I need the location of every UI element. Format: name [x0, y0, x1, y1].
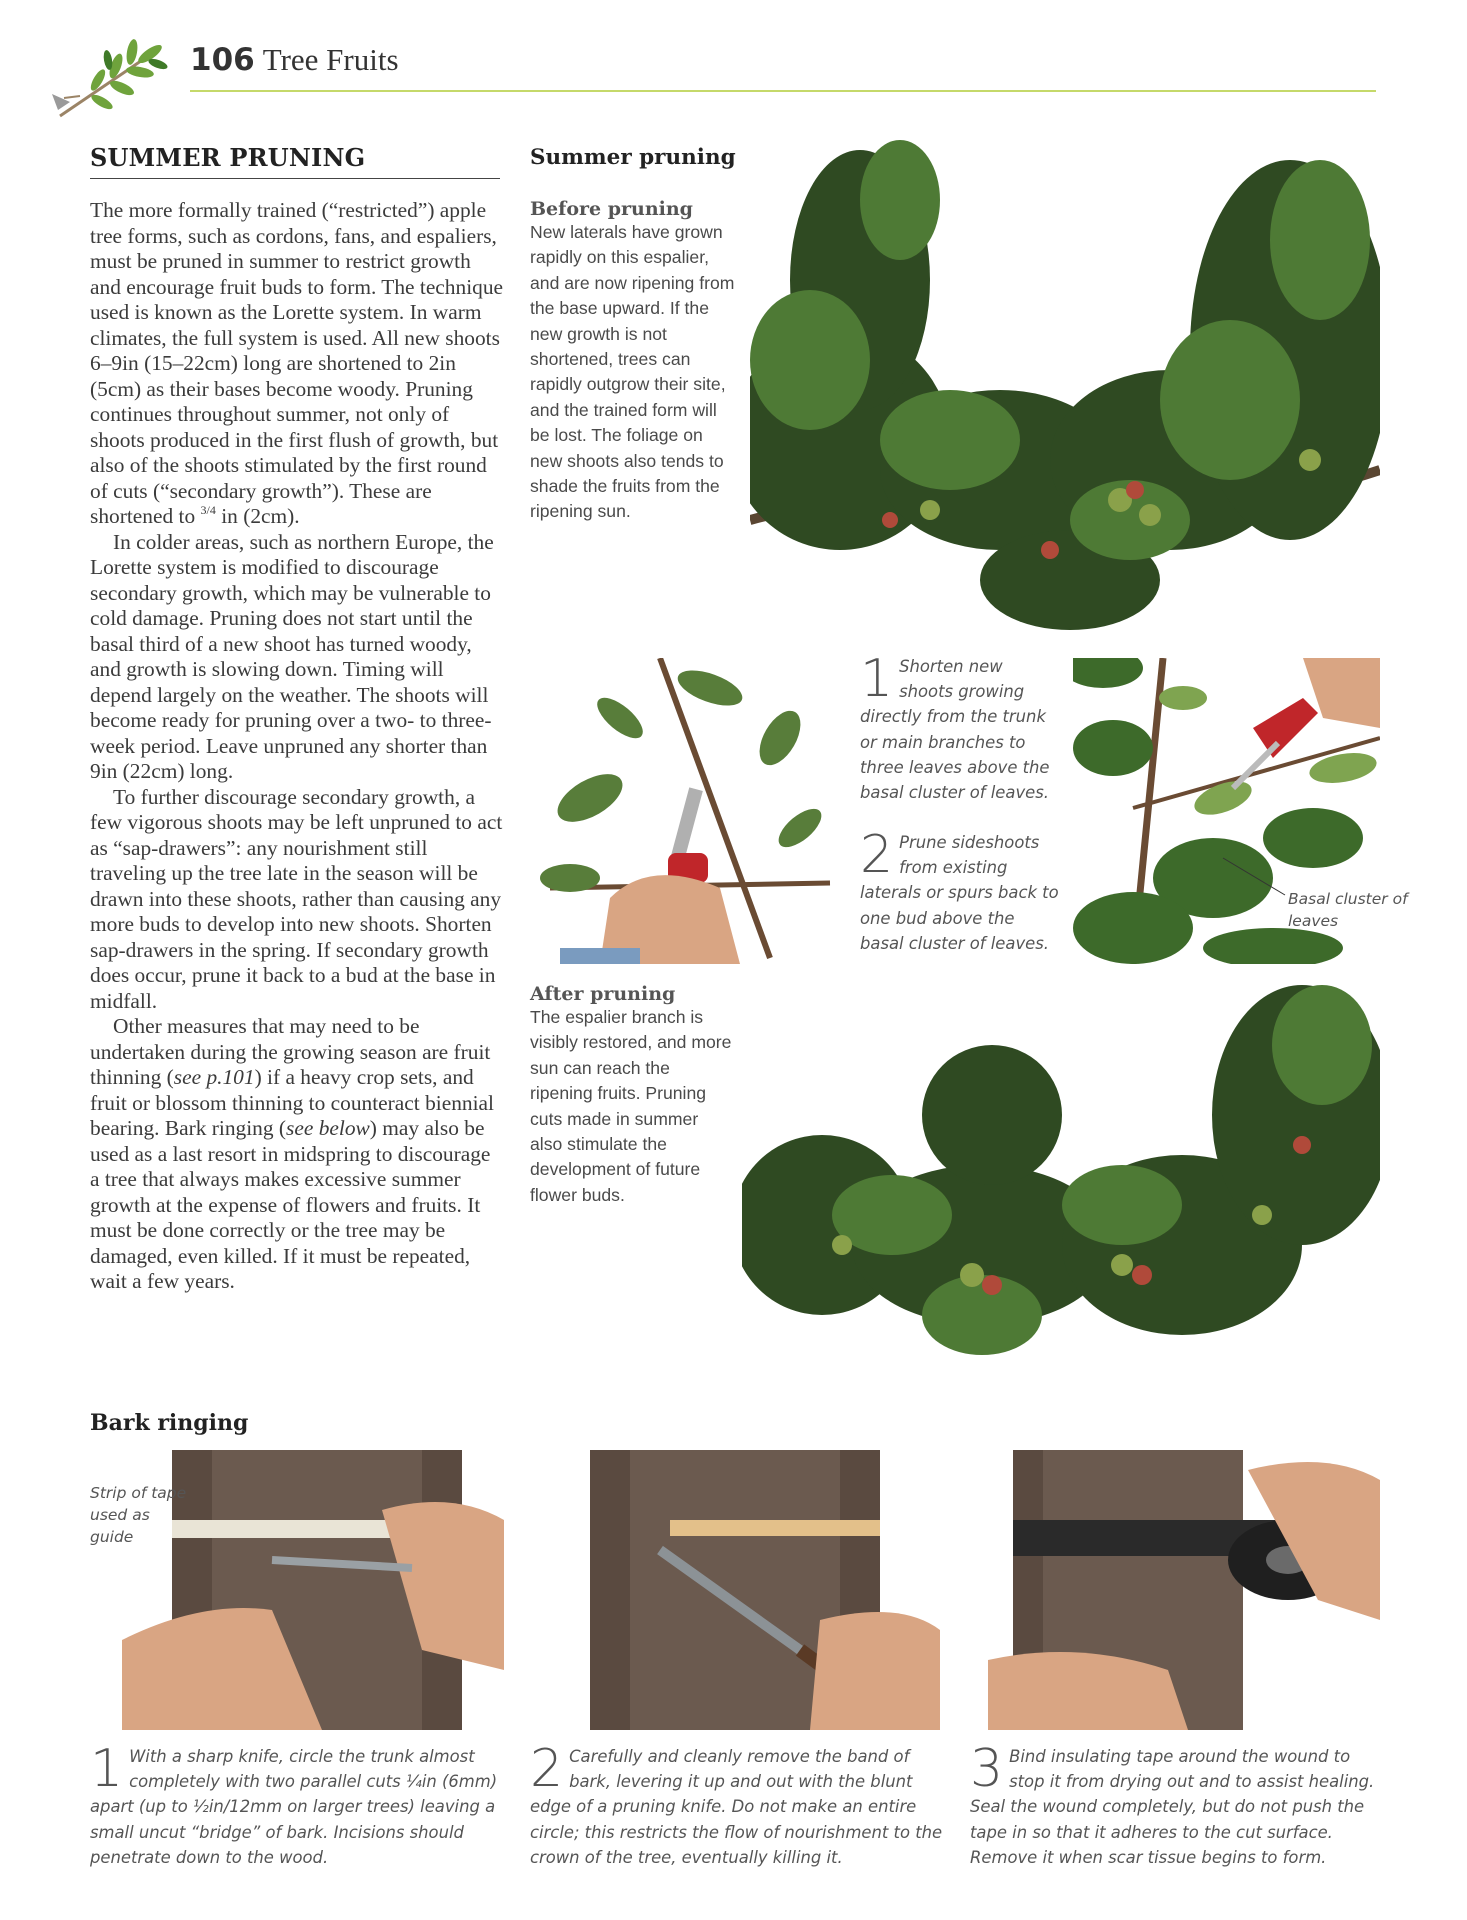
bark-step1-text: With a sharp knife, circle the trunk almost completely with two parallel cuts ¼in (6mm) apart (up to ½in/12mm on larger trees) leaving a small uncut “bridge” of bark. Incisions should penetrate down to the wood.	[90, 1747, 498, 1867]
after-pruning-title: After pruning	[530, 983, 676, 1005]
main-heading: SUMMER PRUNING	[90, 143, 366, 172]
bark-step2-caption	[530, 1739, 950, 1870]
basal-cluster-label: Basal cluster of leaves	[1288, 890, 1408, 930]
after-pruning-caption	[530, 983, 735, 1208]
page-number: 106	[190, 42, 255, 78]
step1-caption	[860, 649, 1060, 805]
paragraph-3: To further discourage secondary growth, a few vigorous shoots may be left unpruned to act as “sap-drawers”: any nourishment still traveling up the tree late in the season will be drawn into these shoots, rather than causing any more buds to develop into new shoots. Shorten sap-drawers in the spring. If secondary growth does occur, prune it back to a bud at the base in midfall.	[90, 784, 503, 1013]
step-number: 1	[90, 1739, 124, 1799]
bark-step3-photo	[988, 1450, 1380, 1730]
summer-pruning-subheading: Summer pruning	[530, 145, 736, 170]
header-rule	[190, 90, 1376, 92]
before-pruning-text: New laterals have grown rapidly on this espalier, and are now ripening from the base upward. If the new growth is not shortened, trees can rapidly outgrow their site, and the trained form will be lost. The foliage on new shoots also tends to shade the fruits from the ripening sun.	[530, 222, 735, 522]
cross-reference-link[interactable]: see p.101	[173, 1065, 255, 1089]
step-number: 2	[530, 1739, 564, 1799]
paragraph-4-b: ) if a heavy crop sets, and fruit or blossom thinning to counteract biennial bearing. Bark ringing (	[90, 1065, 494, 1140]
bark-step1-caption	[90, 1739, 505, 1870]
step2-text: Prune sideshoots from existing laterals or spurs back to one bud above the basal cluster of leaves.	[860, 833, 1059, 953]
step-number: 2	[860, 825, 894, 885]
main-article	[90, 198, 505, 1295]
paragraph-1-end: in (2cm).	[215, 504, 300, 528]
page-header	[190, 42, 399, 78]
bark-step3-caption	[970, 1739, 1380, 1870]
bark-step2-photo	[570, 1450, 940, 1730]
paragraph-4	[90, 1014, 505, 1295]
espalier-after-photo	[742, 985, 1380, 1395]
espalier-before-photo	[750, 140, 1380, 640]
bark-step3-text: Bind insulating tape around the wound to stop it from drying out and to assist healing. Seal the wound completely, but do not push the tape in so that it adheres to the cut surface. Remove it when scar tissue begins to form.	[970, 1747, 1375, 1867]
step-number: 1	[860, 649, 894, 709]
fraction: 3/4	[200, 503, 216, 517]
step2-caption	[860, 825, 1060, 956]
shorten-shoots-photo	[530, 658, 840, 964]
paragraph-4-a: Other measures that may need to be undertaken during the growing season are fruit thinning (	[90, 1014, 491, 1089]
step1-text: Shorten new shoots growing directly from the trunk or main branches to three leaves above the basal cluster of leaves.	[860, 657, 1050, 803]
tape-strip-label: Strip of tape used as guide	[90, 1484, 187, 1546]
paragraph-1-text: The more formally trained (“restricted”) apple tree forms, such as cordons, fans, and espaliers, must be pruned in summer to restrict growth and encourage fruit buds to form. The technique used is known as the Lorette system. In warm climates, the full system is used. All new shoots 6–9in (15–22cm) long are shortened to 2in (5cm) as their bases become woody. Pruning continues throughout summer, not only of shoots produced in the first flush of growth, but also of the shoots stimulated by the first round of cuts (“secondary growth”). These are shortened to	[90, 198, 504, 528]
cross-reference-link[interactable]: see below	[286, 1116, 370, 1140]
after-pruning-text: The espalier branch is visibly restored, and more sun can reach the ripening fruits. Pruning cuts made in summer also stimulate the development of future flower buds.	[530, 1007, 732, 1205]
paragraph-2: In colder areas, such as northern Europe, the Lorette system is modified to discourage secondary growth, which may be vulnerable to cold damage. Pruning does not start until the basal third of a new shoot has turned woody, and growth is slowing down. Timing will depend largely on the weather. The shoots will become ready for pruning over a two- to three-week period. Leave unpruned any shorter than 9in (22cm) long.	[90, 529, 494, 783]
heading-rule	[90, 178, 500, 179]
paragraph-4-c: ) may also be used as a last resort in midspring to discourage a tree that always makes excessive summer growth at the expense of flowers and fruits. It must be done correctly or the tree may be damaged, even killed. If it must be repeated, wait a few years.	[90, 1116, 491, 1293]
paragraph-1	[90, 198, 505, 530]
bark-step2-text: Carefully and cleanly remove the band of bark, levering it up and out with the blunt edge of a pruning knife. Do not make an entire circle; this restricts the flow of nourishment to the crown of the tree, eventually killing it.	[530, 1747, 943, 1867]
leafy-sprig-icon	[50, 36, 170, 126]
bark-ringing-heading: Bark ringing	[90, 1410, 249, 1436]
before-pruning-caption	[530, 198, 735, 525]
before-pruning-title: Before pruning	[530, 198, 693, 220]
step-number: 3	[970, 1739, 1004, 1799]
section-title: Tree Fruits	[262, 42, 399, 77]
